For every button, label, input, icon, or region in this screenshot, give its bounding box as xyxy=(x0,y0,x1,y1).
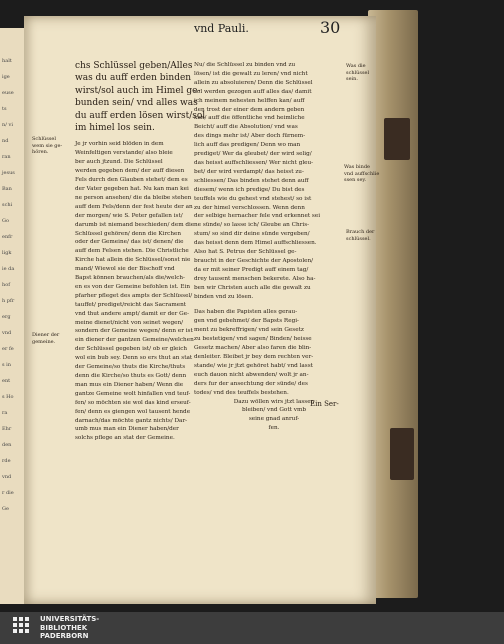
margin-note-keys xyxy=(32,136,62,156)
text-line: tauffet/ prediget/reicht das Sacrament xyxy=(75,301,187,308)
library-footer xyxy=(0,612,504,644)
text-line: man mus ein Diener haben/ Wenn die xyxy=(75,381,184,388)
text-line: ein diener der gantzen Gemeine/welchen xyxy=(75,337,194,344)
prev-page-fragment: s in xyxy=(2,362,11,368)
text-line: ber auch jtzund. Die Schlüssel xyxy=(75,159,163,166)
text-line: fen/ denn es giengen wol tausent hende xyxy=(75,408,191,415)
prev-page-fragment: n/ vi xyxy=(2,122,13,128)
prev-page-fragment: jesus xyxy=(2,170,15,176)
margin-line: hören. xyxy=(32,149,49,155)
book-page xyxy=(24,16,380,604)
margin-line: Schlüssel xyxy=(32,136,56,142)
margin-line: vnd auffschlie xyxy=(344,170,380,177)
prev-page-fragment: erg xyxy=(2,314,11,320)
prev-page-fragment: Ge xyxy=(2,506,9,512)
margin-line: sein. xyxy=(346,76,358,82)
left-column xyxy=(75,60,205,443)
prev-page-fragment: er fe xyxy=(2,346,14,352)
text-line: Fels durch den Glauben stehet/ dem es xyxy=(75,177,188,184)
text-line: der Gemeine/so thuts die Kirche/thuts xyxy=(75,364,186,371)
text-line: diesem/ wenn ich predige/ Du bist des xyxy=(194,186,305,193)
text-line: stum/ so sind dir deine sünde vergeben/ xyxy=(194,231,310,238)
library-name-line: PADERBORN xyxy=(40,632,89,641)
text-line: ich meinem nehesten helffen kan/ auff xyxy=(194,97,305,104)
text-line: sol werden gezogen auff alles das/ damit xyxy=(194,88,312,95)
right-body xyxy=(194,61,354,301)
text-line: lösen/ ist die gewalt zu leren/ vnd nicht xyxy=(194,70,308,77)
text-line: auff dem Fels/denn der fest heute der an xyxy=(75,203,193,210)
lead-passage xyxy=(75,60,205,134)
text-line: allein zu absoluieren/ Denn die Schlüssel xyxy=(194,79,313,86)
text-line: Gesetz machen/ Aber also faren die blin- xyxy=(194,345,312,352)
right-body-2 xyxy=(194,308,354,397)
text-line: das heisst auffschliessen/ Wer nicht gleu- xyxy=(194,159,314,166)
closing-line: seine gnad anruf- xyxy=(248,416,300,423)
text-line: da er mit seiner Predigt auff einem tag/ xyxy=(194,266,309,273)
text-line: werden gegeben dem/ der auff diesen xyxy=(75,168,185,175)
text-line: ment zu bekreffrigen/ vnd sein Gesetz xyxy=(194,327,304,334)
text-line: drey tausent menschen bekerete. Also ha- xyxy=(194,275,316,282)
text-line: ders fur der ansechtung der sünde/ des xyxy=(194,380,308,387)
text-line: vnd thut andere ampt/ damit er der Ge- xyxy=(75,310,190,317)
text-line: denleiter. Bleibet jr bey dem rechten ver- xyxy=(194,354,314,360)
text-line: mand/ Wiewol sie der Bischoff vnd xyxy=(75,266,175,273)
margin-line: Was die xyxy=(346,63,366,69)
prev-page-fragment: ts xyxy=(2,106,7,112)
margin-note-brauch xyxy=(346,229,374,242)
library-name-line: UNIVERSITÄTS- xyxy=(40,615,100,623)
page-number: 30 xyxy=(320,18,341,37)
margin-line: Brauch der xyxy=(346,229,375,235)
text-line: oder der Gemeine/ das ist/ denen/ die xyxy=(75,239,184,246)
text-line: des dings mehr ist/ Aber doch fürnem- xyxy=(194,133,306,140)
text-line: binden vnd zu lösen. xyxy=(194,293,254,300)
margin-line: wem sie ge- xyxy=(32,142,63,149)
prev-page-fragment: h pfr xyxy=(2,298,15,304)
prev-page-fragment: hof xyxy=(2,282,11,288)
text-line: gantze Gemeine wolt hinfallen vnd teuf- xyxy=(75,390,191,397)
text-line: teuffels wie du gehest vnd stehest/ so ist xyxy=(194,195,312,202)
clasp-top xyxy=(384,118,410,160)
margin-note-binden xyxy=(344,164,379,184)
text-line: das heisst denn dem Himel auffschliessen. xyxy=(194,240,317,247)
text-line: schliessen/ Das binden stehet denn auff xyxy=(194,177,309,184)
text-line: den trost der einer dem andern geben xyxy=(194,106,305,113)
closing-line: fen. xyxy=(268,425,280,432)
margin-line: schlüssel xyxy=(346,69,370,76)
text-line: ben wir Christen auch alle die gewalt zu xyxy=(194,284,311,291)
text-line: braucht in der Geschichte der Apostolen/ xyxy=(194,257,314,264)
prev-page-fragment: ligk xyxy=(2,250,12,256)
prev-page-fragment: ra xyxy=(2,410,8,416)
clasp-bottom xyxy=(390,428,414,480)
prev-page-fragment: nd xyxy=(2,138,9,144)
text-line: der selbige hernacher fele vnd erkennet sei xyxy=(194,213,321,220)
text-line: solchs pflege an stat der Gemeine. xyxy=(75,435,175,442)
text-line: euch dauon nicht abwenden/ wolt jr an- xyxy=(194,371,309,378)
text-line: auff dem Felsen stehen. Die Christliche xyxy=(75,248,189,255)
prev-page-fragment: ige xyxy=(2,74,10,80)
lead-line: was du auff erden binden xyxy=(75,73,192,84)
text-line: der morgen/ wie S. Peter gefallen ist/ xyxy=(75,212,183,219)
prev-page-fragment: enfr xyxy=(2,234,13,240)
margin-note-schluessel xyxy=(346,63,369,83)
text-line: Das haben die Papisten alles gerau- xyxy=(194,309,298,316)
text-line: pfarher pfleget des ampts der Schlüssel/ xyxy=(75,292,193,299)
text-line: todes/ vnd des teuffels bestehen. xyxy=(194,389,289,396)
prev-page-fragment: r die xyxy=(2,490,14,496)
text-line: der Vater gegeben hat. Nu kan man kei xyxy=(75,185,189,192)
library-name-line: BIBLIOTHEK xyxy=(40,623,88,632)
text-line: zu der himel verschlossen. Wenn denn xyxy=(194,204,305,211)
text-line: darnach/das möchte gantz nichts/ Dar- xyxy=(75,417,188,424)
prev-page-fragment: vnd xyxy=(2,474,12,480)
prev-page-fragment: vnd xyxy=(2,330,12,336)
text-line: sondern der Gemeine wegen/ denn er ist xyxy=(75,328,193,335)
text-line: Schlüssel gehören/ denn die Kirchen xyxy=(75,230,182,237)
lead-line: du auff erden lösen wirst/sol xyxy=(75,110,206,121)
text-line: Kirche hat allein die Schlüssel/sonst nie xyxy=(75,257,191,264)
running-header: vnd Pauli. xyxy=(194,22,249,35)
prev-page-fragment: den xyxy=(2,442,12,448)
prev-page-fragment: ran xyxy=(2,154,11,160)
margin-line: schlüssel. xyxy=(346,235,371,242)
prev-page-fragment: ie da xyxy=(2,266,15,272)
prev-page-fragment: ent xyxy=(2,378,11,384)
text-line: prediget/ Wer da gleubet/ der wird selig/ xyxy=(194,151,312,158)
text-line: gen vnd gebehmet/ der Bapsts Regi- xyxy=(194,318,299,325)
closing-line: bleiben/ vnd Gott vmb xyxy=(242,407,306,414)
margin-line: gemeine. xyxy=(32,338,56,345)
prev-page-fragment: schi xyxy=(2,202,13,208)
text-line: stande/ wie jr jtzt gehöret habt/ vnd lasst xyxy=(194,362,313,369)
text-line: ne sünde/ so lasse ich/ Gleube an Chris- xyxy=(194,222,310,229)
closing-line: Dazu wöllen wirs jtzt lassen xyxy=(233,398,315,405)
text-line: denn die Kirche/so thuts es Gott/ denn xyxy=(75,373,187,379)
lead-line: chs Schlüssel geben/Alles xyxy=(75,61,193,71)
text-line: ne person ansehen/ die da bleibe stehen xyxy=(75,194,192,201)
left-body xyxy=(75,140,205,443)
text-line: zu bestetigen/ vnd sagen/ Binden/ heisse xyxy=(194,336,312,343)
text-line: umb mus man ein Diener haben/der xyxy=(75,426,179,433)
prev-page-fragment: halt xyxy=(2,58,12,64)
prev-page-fragment: euse xyxy=(2,90,14,96)
prev-page-fragment: Ban xyxy=(2,186,12,192)
prev-page-fragment: Ehr xyxy=(2,426,12,432)
right-column xyxy=(194,61,354,433)
text-line: fen/ so möchten sie wol das kind erseuf- xyxy=(75,399,191,406)
text-line: kan/ auff die öffentliche vnd heimliche xyxy=(194,115,305,122)
text-line: Nu/ die Schlüssel zu binden vnd zu xyxy=(194,62,296,68)
text-line: der Schlüssel gegeben ist/ ob er gleich xyxy=(75,346,188,353)
text-line: bet/ der wird verdampt/ das heisst zu- xyxy=(194,168,304,175)
margin-line: Was binde xyxy=(344,164,371,170)
lead-line: im himel los sein. xyxy=(75,123,155,134)
text-line: Weinfeltigen verstande/ also bleie xyxy=(75,150,173,157)
catchword: Ein Ser- xyxy=(310,400,339,408)
text-line: darumb ist niemand beschieden/ dem die xyxy=(75,221,195,228)
prev-page-fragment: Go xyxy=(2,218,10,224)
text-line: wol ein bub sey. Denn so ers thut an stat xyxy=(75,355,193,362)
library-logo-icon xyxy=(12,616,34,638)
margin-line: Diener der xyxy=(32,332,60,338)
library-name xyxy=(40,615,99,641)
text-line: meine dienet/nicht von seinet wegen/ xyxy=(75,319,184,326)
text-line: en es von der Gemeine befohlen ist. Ein xyxy=(75,283,191,290)
text-line: Bapst können brauchen/als die/welch- xyxy=(75,275,185,282)
lead-line: wirst/sol auch im Himel ge- xyxy=(75,85,201,96)
text-line: lich auff das predigen/ Denn wo man xyxy=(194,142,301,149)
prev-page-fragment: s Ho xyxy=(2,394,14,400)
margin-note-diener xyxy=(32,332,59,345)
text-line: Also hat S. Petrus der Schlüssel ge- xyxy=(194,249,297,256)
prev-page-fragment: rde xyxy=(2,458,11,464)
margin-line: ssen sey. xyxy=(344,177,367,183)
lead-line: bunden sein/ vnd alles was xyxy=(75,98,198,109)
text-line: Beicht/ auff die Absolution/ vnd was xyxy=(194,124,298,131)
text-line: Je jr vorhin seid blöden in dem xyxy=(75,141,164,148)
